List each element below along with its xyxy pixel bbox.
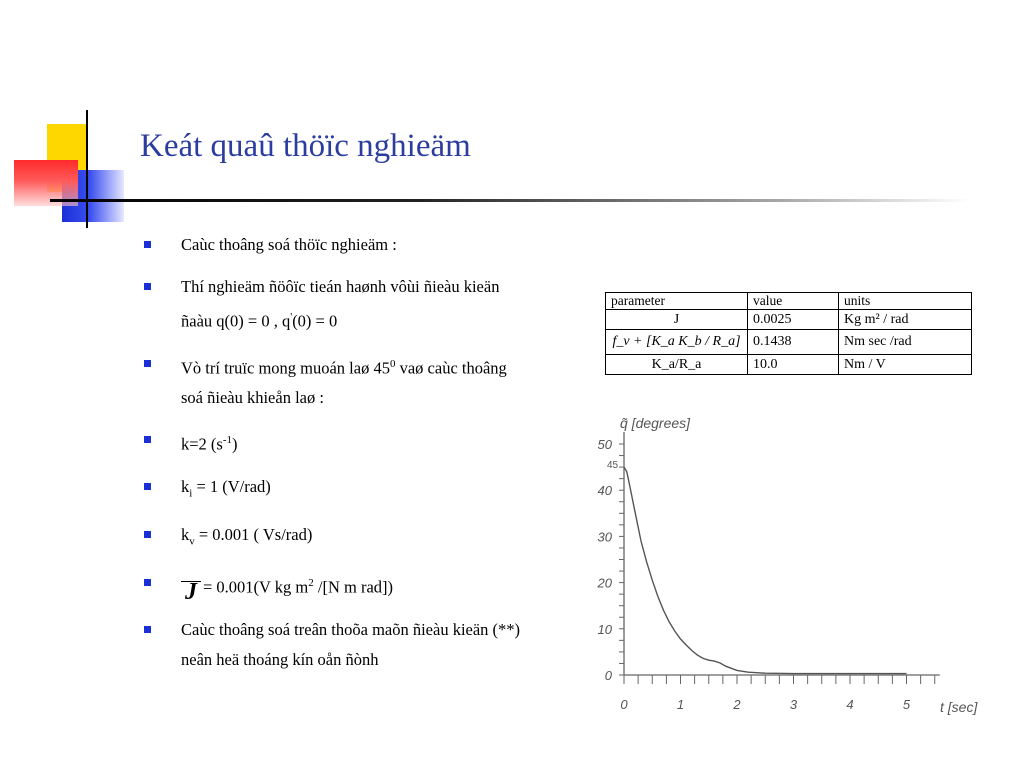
decor-vertical-line xyxy=(86,110,88,228)
x-tick-label: 0 xyxy=(620,697,628,712)
bullet-item: $k_i = 1$ (V/rad) xyxy=(142,472,522,508)
x-tick-label: 2 xyxy=(733,697,741,712)
slide-title: Keát quaû thöïc nghieäm xyxy=(140,128,471,164)
y-axis-label: q̃ [degrees] xyxy=(620,415,691,431)
header-value: value xyxy=(748,293,839,310)
bullet-item: J = 0.001(V kg $m^2$ /[N m rad]) xyxy=(142,568,522,603)
x-tick-label: 1 xyxy=(676,697,685,712)
chart-ticks xyxy=(597,437,935,712)
bullet-item: Thí nghieäm ñöôïc tieán haønh vôùi ñieàu kieän ñaàu q(0) = 0 , q'(0) = 0 xyxy=(142,272,522,337)
series-line-0 xyxy=(624,467,907,673)
value-cell: 0.1438 xyxy=(748,330,839,355)
y-tick-label: 20 xyxy=(597,575,612,591)
bullet-item: Caùc thoâng soá treân thoõa maõn ñieàu kieän (**) neân heä thoáng kín oån ñònh xyxy=(142,615,522,675)
y-tick-label: 0 xyxy=(604,668,612,683)
param-cell: f_v + [K_a K_b / R_a] xyxy=(606,330,748,355)
param-cell: J xyxy=(606,310,748,330)
units-cell: Nm sec /rad xyxy=(839,330,972,355)
param-cell: K_a/R_a xyxy=(606,355,748,375)
y-tick-label: 30 xyxy=(597,529,612,545)
bullet-item: k=2 $(s^{-1})$ xyxy=(142,425,522,460)
response-chart xyxy=(560,400,1000,730)
table-row xyxy=(606,310,972,330)
table-row xyxy=(606,355,972,375)
x-tick-label: 5 xyxy=(902,697,911,712)
x-tick-label: 4 xyxy=(846,697,854,712)
units-cell: Kg m² / rad xyxy=(839,310,972,330)
x-tick-label: 3 xyxy=(789,697,798,712)
table-header-row xyxy=(606,293,972,310)
parameter-table xyxy=(605,292,972,375)
bullet-item: $k_v = 0.001$ ( Vs/rad) xyxy=(142,520,522,556)
start-value-annotation: 45 xyxy=(607,460,619,471)
title-underline xyxy=(50,199,970,202)
y-tick-label: 10 xyxy=(597,621,612,637)
bullet-item: Caùc thoâng soá thöïc nghieäm : xyxy=(142,230,522,260)
y-tick-label: 50 xyxy=(597,437,612,452)
value-cell: 10.0 xyxy=(748,355,839,375)
x-axis-label: t [sec] xyxy=(940,699,978,715)
units-cell: Nm / V xyxy=(839,355,972,375)
bullet-list xyxy=(142,230,522,687)
chart-axes xyxy=(624,432,940,675)
j-bar-symbol: J xyxy=(181,581,201,602)
value-cell: 0.0025 xyxy=(748,310,839,330)
chart-series xyxy=(624,467,907,673)
y-tick-label: 40 xyxy=(597,483,612,499)
bullet-item: Vò trí truïc mong muoán laø $45^0$ vaø caùc thoâng soá ñieàu khieån laø : xyxy=(142,349,522,414)
header-units: units xyxy=(839,293,972,310)
header-parameter: parameter xyxy=(606,293,748,310)
table-row xyxy=(606,330,972,355)
